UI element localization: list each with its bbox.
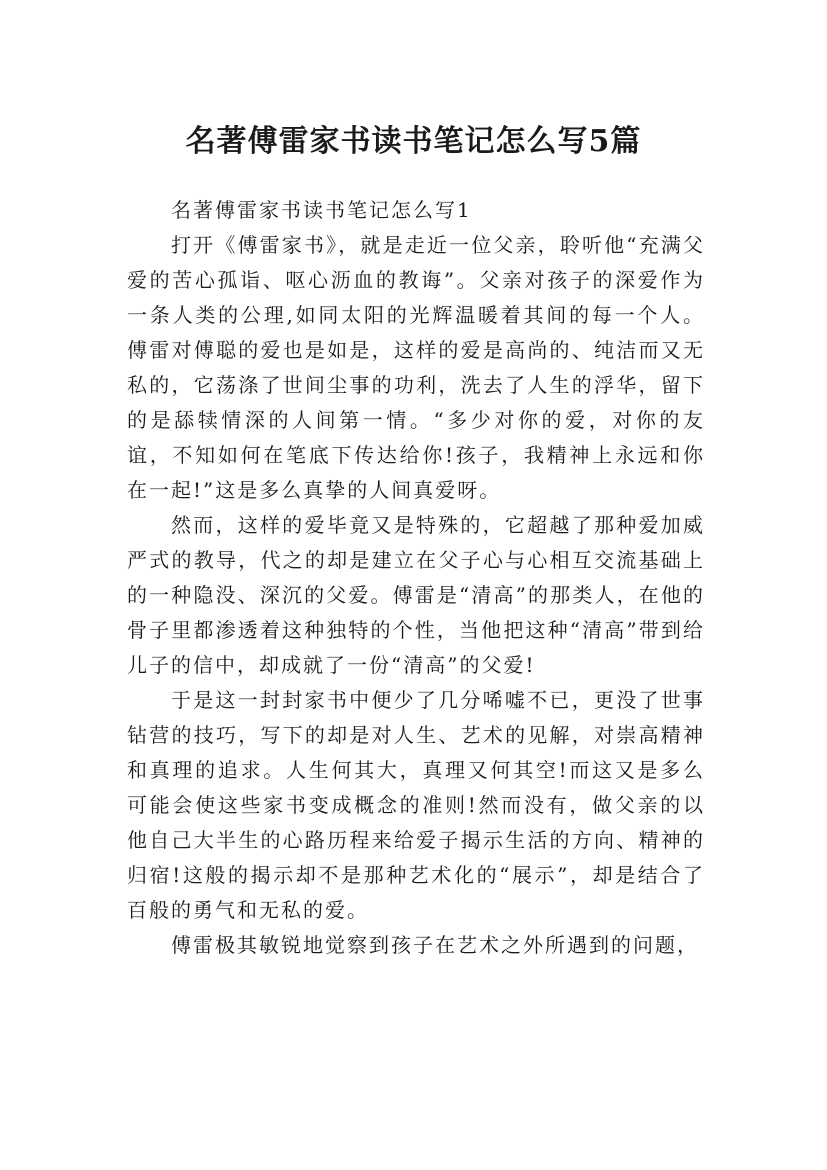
paragraph-4: 傅雷极其敏锐地觉察到孩子在艺术之外所遇到的问题，	[171, 933, 699, 957]
paragraph-1: 打开《傅雷家书》，就是走近一位父亲，聆听他“充满父爱的苦心孤诣、呕心沥血的教诲”。父亲对孩子的深爱作为一条人类的公理,如同太阳的光辉温暖着其间的每一个人。傅雷对傅聪的爱也是如是，这样的爱是高尚的、纯洁而又无私的，它荡涤了世间尘事的功利，洗去了人生的浮华，留下的是舔犊情深的人间第一情。“多少对你的爱，对你的友谊，不知如何在笔底下传达给你!孩子，我精神上永远和你在一起!”这是多么真挚的人间真爱呀。	[127, 233, 705, 502]
document-body	[127, 193, 705, 963]
paragraph-3: 于是这一封封家书中便少了几分唏嘘不已，更没了世事钻营的技巧，写下的却是对人生、艺术的见解，对崇高精神和真理的追求。人生何其大，真理又何其空!而这又是多么可能会使这些家书变成概念的准则!然而没有，做父亲的以他自己大半生的心路历程来给爱子揭示生活的方向、精神的归宿!这般的揭示却不是那种艺术化的“展示”，却是结合了百般的勇气和无私的爱。	[127, 688, 705, 922]
paragraph-2: 然而，这样的爱毕竟又是特殊的，它超越了那种爱加威严式的教导，代之的却是建立在父子心与心相互交流基础上的一种隐没、深沉的父爱。傅雷是“清高”的那类人，在他的骨子里都渗透着这种独特的个性，当他把这种“清高”带到给儿子的信中，却成就了一份“清高”的父爱!	[127, 513, 705, 677]
document-title: 名著傅雷家书读书笔记怎么写5篇	[185, 124, 642, 160]
section-heading: 名著傅雷家书读书笔记怎么写1	[171, 198, 472, 222]
